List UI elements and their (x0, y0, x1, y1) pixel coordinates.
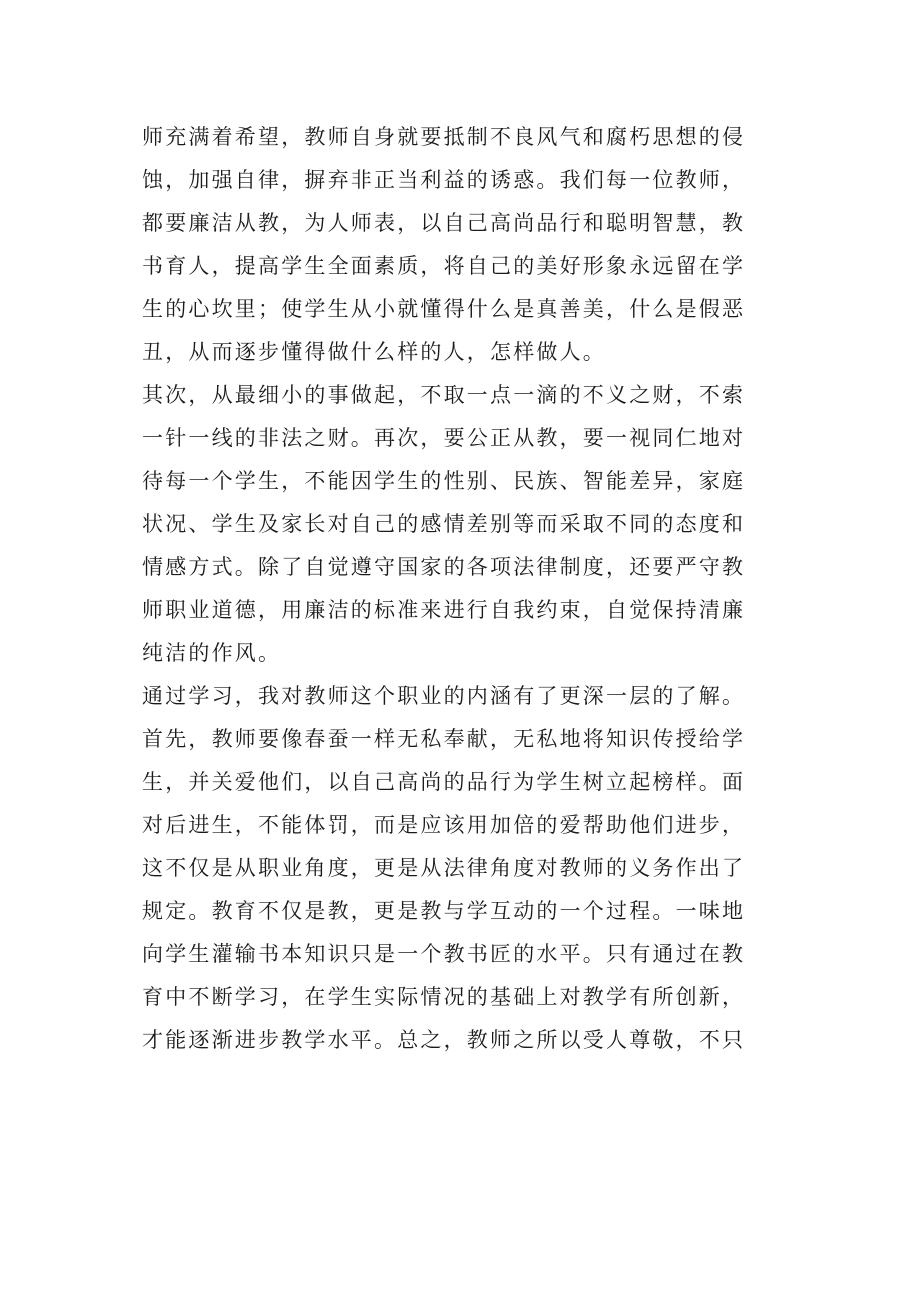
text-line: 书育人，提高学生全面素质，将自己的美好形象永远留在学 (142, 254, 746, 278)
text-line: 一针一线的非法之财。再次，要公正从教，要一视同仁地对 (142, 426, 746, 450)
text-line: 师充满着希望，教师自身就要抵制不良风气和腐朽思想的侵 (142, 125, 746, 149)
text-line: 情感方式。除了自觉遵守国家的各项法律制度，还要严守教 (142, 555, 746, 579)
text-line: 其次，从最细小的事做起，不取一点一滴的不义之财，不索 (142, 383, 746, 407)
text-line: 才能逐渐进步教学水平。总之，教师之所以受人尊敬，不只 (142, 1028, 746, 1052)
text-line: 纯洁的作风。 (142, 641, 282, 665)
text-line: 状况、学生及家长对自己的感情差别等而采取不同的态度和 (142, 512, 746, 536)
text-line: 蚀，加强自律，摒弃非正当利益的诱惑。我们每一位教师， (142, 168, 746, 192)
text-line: 都要廉洁从教，为人师表，以自己高尚品行和聪明智慧，教 (142, 211, 746, 235)
text-line: 待每一个学生，不能因学生的性别、民族、智能差异，家庭 (142, 469, 746, 493)
text-line: 通过学习，我对教师这个职业的内涵有了更深一层的了解。 (142, 684, 746, 708)
text-line: 规定。教育不仅是教，更是教与学互动的一个过程。一味地 (142, 899, 746, 923)
text-line: 向学生灌输书本知识只是一个教书匠的水平。只有通过在教 (142, 942, 746, 966)
text-line: 这不仅是从职业角度，更是从法律角度对教师的义务作出了 (142, 856, 746, 880)
body-text (142, 116, 802, 1062)
text-line: 首先，教师要像春蚕一样无私奉献，无私地将知识传授给学 (142, 727, 746, 751)
text-line: 师职业道德，用廉洁的标准来进行自我约束，自觉保持清廉 (142, 598, 746, 622)
text-line: 生，并关爱他们，以自己高尚的品行为学生树立起榜样。面 (142, 770, 746, 794)
text-line: 生的心坎里；使学生从小就懂得什么是真善美，什么是假恶 (142, 297, 746, 321)
text-line: 对后进生，不能体罚，而是应该用加倍的爱帮助他们进步， (142, 813, 746, 837)
text-line: 丑，从而逐步懂得做什么样的人，怎样做人。 (142, 340, 606, 364)
text-line: 育中不断学习，在学生实际情况的基础上对教学有所创新， (142, 985, 746, 1009)
